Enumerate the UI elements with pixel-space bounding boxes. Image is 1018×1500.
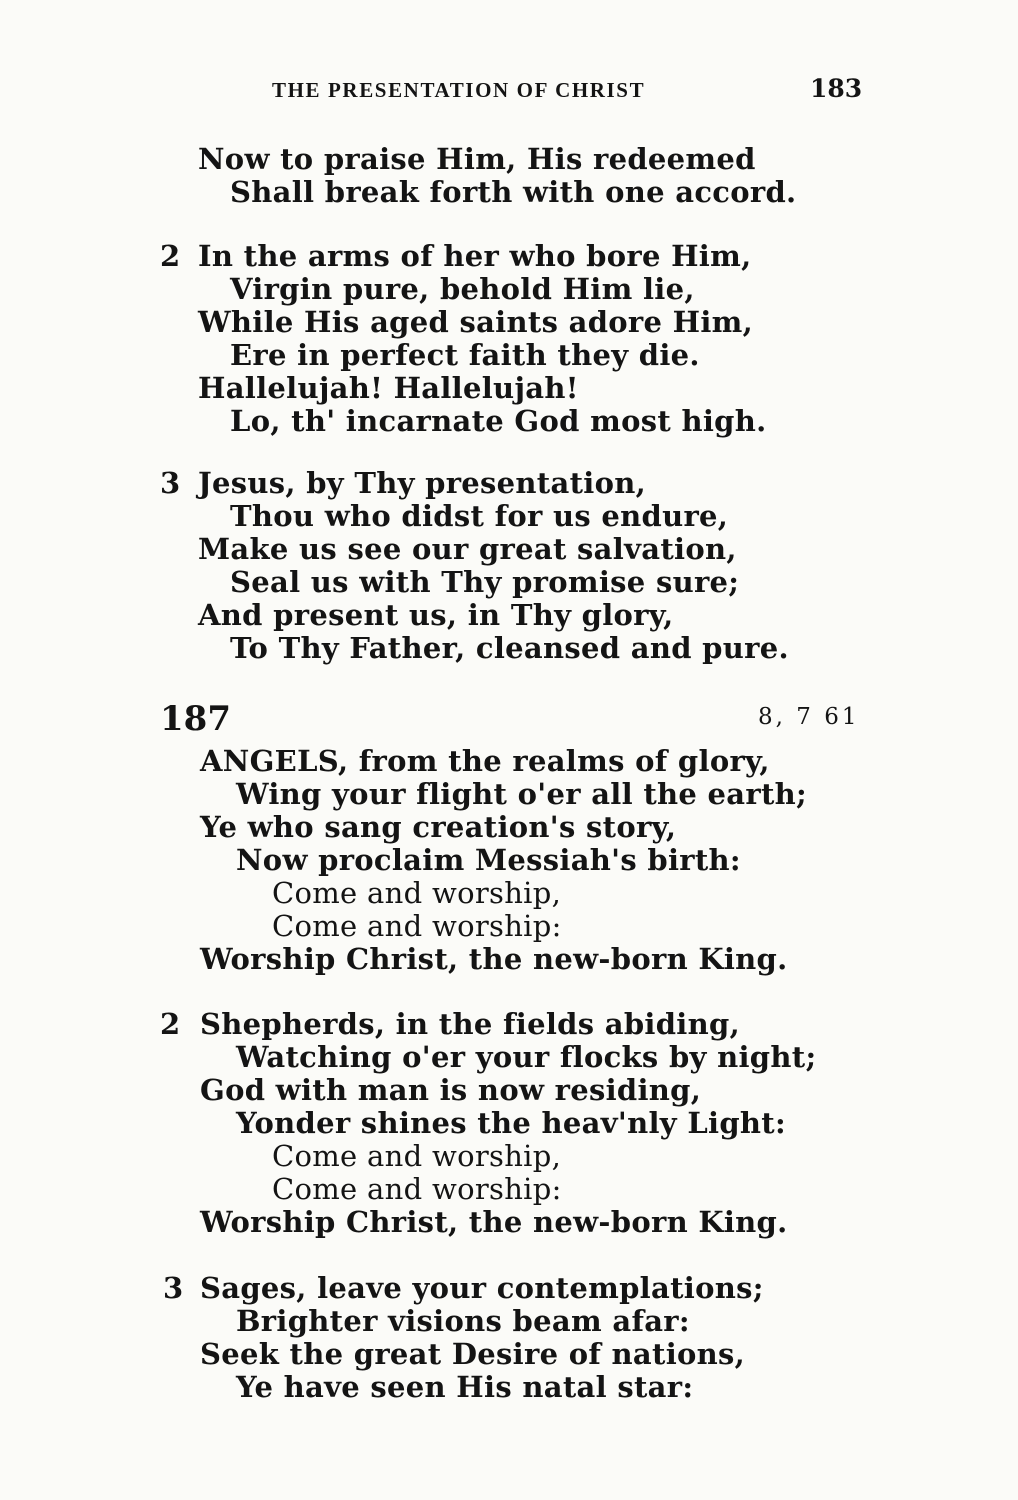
running-title: THE PRESENTATION OF CHRIST: [272, 78, 646, 102]
verse-line: Watching o'er your flocks by night;: [236, 1040, 817, 1074]
verse-line: Worship Christ, the new-born King.: [200, 1205, 788, 1239]
verse-number: 3: [163, 1271, 184, 1305]
refrain-line: Come and worship,: [272, 1139, 562, 1173]
page-header: [0, 74, 1018, 114]
verse-line: Hallelujah! Hallelujah!: [198, 371, 579, 405]
verse-number: 2: [160, 1007, 181, 1041]
verse-line: While His aged saints adore Him,: [198, 305, 754, 339]
verse-line: Shall break forth with one accord.: [230, 175, 797, 209]
verse-line: God with man is now residing,: [200, 1073, 702, 1107]
verse-line: And present us, in Thy glory,: [198, 598, 674, 632]
verse-number: 2: [160, 239, 181, 273]
verse-line: Seek the great Desire of nations,: [200, 1337, 746, 1371]
verse-line: Seal us with Thy promise sure;: [230, 565, 740, 599]
verse-line: Yonder shines the heav'nly Light:: [236, 1106, 786, 1140]
verse-line: Make us see our great salvation,: [198, 532, 737, 566]
verse-line: Now proclaim Messiah's birth:: [236, 843, 741, 877]
verse-number: 3: [160, 466, 181, 500]
verse-line: Ye have seen His natal star:: [236, 1370, 694, 1404]
verse-line: Sages, leave your contemplations;: [200, 1271, 764, 1305]
verse-line: Ere in perfect faith they die.: [230, 338, 700, 372]
verse-line: Wing your flight o'er all the earth;: [236, 777, 808, 811]
verse-line: Now to praise Him, His redeemed: [198, 142, 756, 176]
verse-line: ANGELS, from the realms of glory,: [200, 744, 770, 778]
hymn-number: 187: [160, 699, 231, 739]
verse-line: Thou who didst for us endure,: [230, 499, 729, 533]
verse-line: Shepherds, in the fields abiding,: [200, 1007, 740, 1041]
refrain-line: Come and worship:: [272, 1172, 562, 1206]
verse-line: To Thy Father, cleansed and pure.: [230, 631, 789, 665]
verse-line: Brighter visions beam afar:: [236, 1304, 690, 1338]
refrain-line: Come and worship,: [272, 876, 562, 910]
verse-line: Ye who sang creation's story,: [200, 810, 677, 844]
verse-line: Virgin pure, behold Him lie,: [230, 272, 695, 306]
refrain-line: Come and worship:: [272, 909, 562, 943]
hymn-meter: 8, 7 61: [758, 704, 860, 730]
verse-line: In the arms of her who bore Him,: [198, 239, 752, 273]
verse-line: Worship Christ, the new-born King.: [200, 942, 788, 976]
page-number: 183: [810, 74, 863, 103]
verse-line: Jesus, by Thy presentation,: [198, 466, 647, 500]
verse-line: Lo, th' incarnate God most high.: [230, 404, 767, 438]
